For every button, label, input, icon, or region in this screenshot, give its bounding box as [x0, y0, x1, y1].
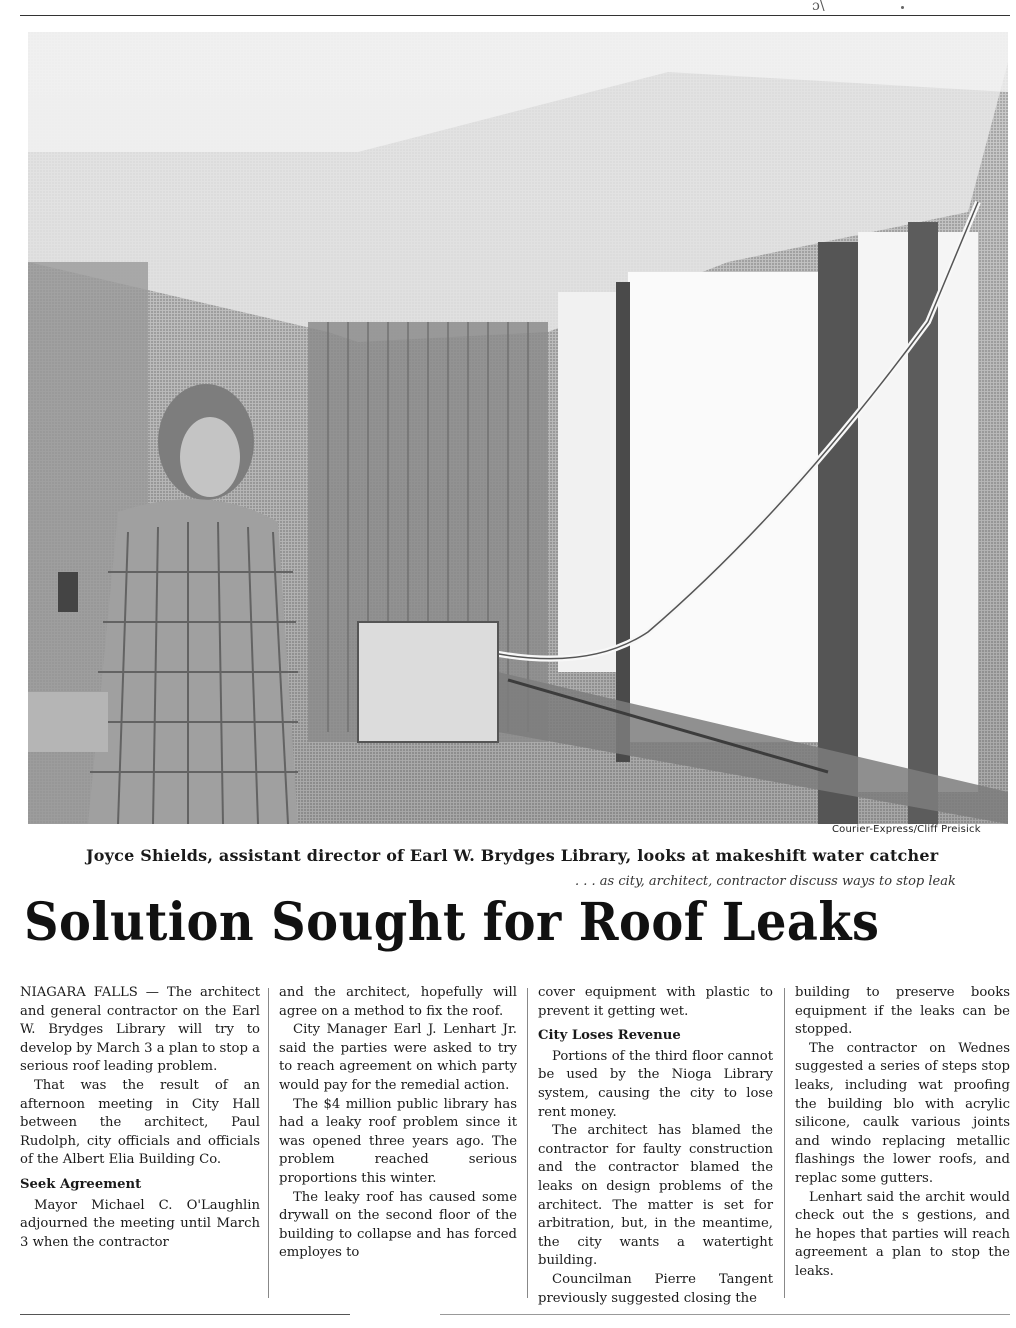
article-column-1: [20, 984, 260, 1252]
paragraph: and the architect, hopefully will agree on a method to fix the roof.: [279, 985, 517, 1019]
article-column-3: [538, 984, 773, 1308]
paragraph: NIAGARA FALLS — The architect and general contractor on the Earl W. Brydges Library will try to develop by March 3 a plan to stop a serious roof leading problem.: [20, 985, 260, 1075]
subheading: Seek Agreement: [20, 1176, 142, 1192]
article-column-2: [279, 984, 517, 1263]
photo-caption: Joyce Shields, assistant director of Earl W. Brydges Library, looks at makeshift water catcher: [86, 846, 939, 865]
corner-dot: [901, 6, 904, 9]
paragraph: cover equipment with plastic to prevent it getting wet.: [538, 985, 773, 1019]
headline: Solution Sought for Roof Leaks: [24, 892, 880, 953]
paragraph: The contractor on Wednes suggested a series of steps stop leaks, including wat proofing the building blo with acrylic silicone, caulk various joints and windo replacing metallic flashings the lower roofs, and replac some gutters.: [795, 1040, 1010, 1186]
photo-subcaption: . . . as city, architect, contractor discuss ways to stop leak: [575, 874, 956, 889]
paragraph: The architect has blamed the contractor for faulty construction and the contractor blamed the leaks on design problems of the architect. The matter is set for arbitration, but, in the meantime, the city wants a watertight building.: [538, 1123, 773, 1269]
corner-mark: ɔ\: [812, 0, 825, 14]
paragraph: That was the result of an afternoon meeting in City Hall between the architect, Paul Rudolph, city officials and officials of the Albert Elia Building Co.: [20, 1077, 260, 1168]
paragraph: The leaky roof has caused some drywall on the second floor of the building to collapse and has forced employes to: [279, 1189, 517, 1261]
subheading: City Loses Revenue: [538, 1028, 681, 1044]
paragraph: Mayor Michael C. O'Laughlin adjourned the meeting until March 3 when the contractor: [20, 1197, 260, 1250]
top-rule: [20, 15, 1010, 16]
bottom-rule: [440, 1314, 1010, 1315]
photo-credit: Courier-Express/Cliff Preisick: [832, 824, 981, 835]
column-rule: [527, 988, 528, 1298]
article-column-4: [795, 984, 1010, 1282]
paragraph: building to preserve books equipment if the leaks can be stopped.: [795, 985, 1010, 1038]
paragraph: Lenhart said the archit would check out the s gestions, and he hopes that parties will reach agreement a plan to stop the leaks.: [795, 1189, 1010, 1279]
column-rule: [268, 988, 269, 1298]
paragraph: Councilman Pierre Tangent previously suggested closing the: [538, 1271, 773, 1306]
paragraph: City Manager Earl J. Lenhart Jr. said the parties were asked to try to reach agreement on which party would pay for the remedial action.: [279, 1022, 517, 1093]
paragraph: The $4 million public library has had a leaky roof problem since it was opened three years ago. The problem reached serious proportions this winter.: [279, 1096, 517, 1186]
bottom-rule: [20, 1314, 350, 1315]
news-photo: [28, 32, 1008, 824]
photo-scene: [28, 32, 1008, 824]
column-rule: [784, 988, 785, 1298]
paragraph: Portions of the third floor cannot be used by the Nioga Library system, causing the city to lose rent money.: [538, 1048, 773, 1120]
